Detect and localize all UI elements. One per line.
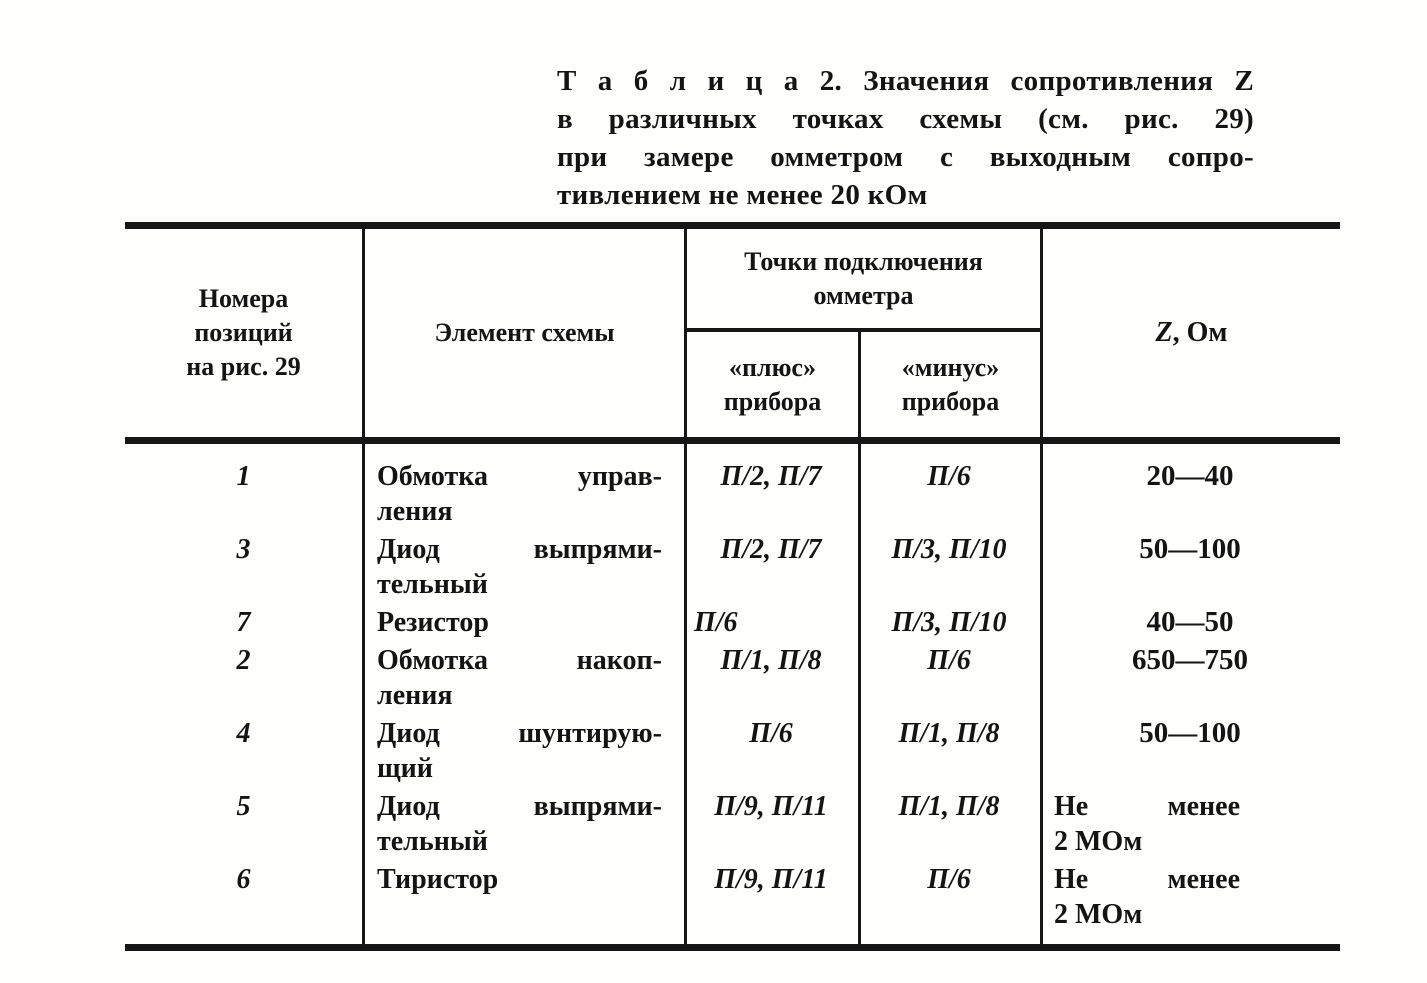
minus-cell: П/6 — [927, 645, 971, 676]
column-divider — [858, 444, 861, 944]
element-line: щий — [377, 753, 433, 784]
position-cell: 1 — [236, 461, 251, 492]
header-positions — [125, 229, 362, 437]
plus-cell: П/9, П/11 — [714, 791, 828, 822]
z-line: Не менее — [1054, 864, 1240, 895]
position-cell: 2 — [236, 645, 251, 676]
table-row — [125, 861, 1340, 934]
table-row — [125, 458, 1340, 531]
element-line: Диод выпрями- — [377, 534, 662, 565]
element-cell — [362, 605, 684, 640]
element-line: Обмотка управ- — [377, 461, 662, 492]
column-divider — [1040, 444, 1043, 944]
z-line: 40—50 — [1146, 606, 1234, 638]
minus-cell: П/6 — [927, 864, 971, 895]
z-line: 650—750 — [1132, 644, 1248, 676]
position-cell: 4 — [236, 718, 251, 749]
minus-cell: П/3, П/10 — [891, 607, 1007, 638]
header-z — [1040, 229, 1340, 437]
plus-cell: П/2, П/7 — [720, 534, 822, 565]
minus-cell: П/1, П/8 — [898, 791, 1000, 822]
element-line: Тиристор — [377, 864, 499, 895]
table-caption — [557, 62, 1254, 214]
plus-cell: П/2, П/7 — [720, 461, 822, 492]
position-cell: 5 — [236, 791, 251, 822]
header-line: Точки подключения — [744, 246, 983, 276]
resistance-table — [125, 222, 1340, 951]
table-row — [125, 531, 1340, 604]
table-body — [125, 444, 1340, 944]
header-line: Элемент схемы — [434, 318, 615, 347]
plus-cell: П/1, П/8 — [720, 645, 822, 676]
header-minus — [858, 332, 1040, 437]
header-line: «минус» — [901, 352, 1000, 382]
z-unit: , Ом — [1172, 317, 1228, 348]
z-line: 2 МОм — [1054, 826, 1143, 857]
caption-line: тивлением не менее 20 кОм — [557, 179, 928, 211]
header-line — [1156, 316, 1228, 350]
z-line: 50—100 — [1139, 717, 1241, 749]
header-line: «плюс» — [729, 352, 816, 382]
element-line: Диод шунтирую- — [377, 718, 662, 749]
minus-cell: П/3, П/10 — [891, 534, 1007, 565]
plus-cell: П/6 — [749, 718, 793, 749]
plus-cell: П/9, П/11 — [714, 864, 828, 895]
position-cell: 6 — [236, 864, 251, 895]
z-cell — [1040, 643, 1340, 713]
element-cell — [362, 643, 684, 713]
header-line: омметра — [813, 280, 914, 310]
header-element — [362, 229, 684, 437]
column-divider — [684, 444, 687, 944]
header-line: Номера — [198, 284, 289, 313]
z-cell — [1040, 789, 1340, 859]
caption-line: в различных точках схемы (см. рис. 29) — [557, 103, 1254, 135]
z-symbol: Z — [1155, 317, 1173, 348]
z-cell — [1040, 459, 1340, 529]
element-cell — [362, 459, 684, 529]
z-line: 50—100 — [1139, 533, 1241, 565]
z-cell — [1040, 605, 1340, 640]
z-line: 20—40 — [1146, 460, 1234, 492]
position-cell: 3 — [236, 534, 251, 565]
element-line: Обмотка накоп- — [377, 645, 662, 676]
z-cell — [1040, 862, 1340, 932]
caption-line: Т а б л и ц а 2. Значения сопротивления Z — [557, 65, 1254, 97]
table-row — [125, 604, 1340, 642]
header-plus — [684, 332, 858, 437]
table-header — [125, 229, 1340, 444]
element-line: ления — [377, 496, 453, 527]
header-line: позиций — [194, 318, 293, 347]
element-line: Диод выпрями- — [377, 791, 662, 822]
element-line: тельный — [377, 826, 488, 857]
position-cell: 7 — [236, 607, 251, 638]
header-line: прибора — [901, 386, 1000, 416]
plus-cell: П/6 — [694, 607, 738, 638]
table-row — [125, 642, 1340, 715]
header-ohmmeter-points — [684, 229, 1040, 332]
column-divider — [362, 444, 365, 944]
element-cell — [362, 862, 684, 932]
header-line: на рис. 29 — [186, 352, 301, 381]
minus-cell: П/6 — [927, 461, 971, 492]
header-line: прибора — [723, 386, 822, 416]
element-line: Резистор — [377, 607, 489, 638]
element-line: тельный — [377, 569, 488, 600]
z-line: Не менее — [1054, 791, 1240, 822]
element-line: ления — [377, 680, 453, 711]
table-row — [125, 715, 1340, 788]
element-cell — [362, 716, 684, 786]
element-cell — [362, 532, 684, 602]
z-cell — [1040, 532, 1340, 602]
z-line: 2 МОм — [1054, 899, 1143, 930]
z-cell — [1040, 716, 1340, 786]
table-row — [125, 788, 1340, 861]
element-cell — [362, 789, 684, 859]
minus-cell: П/1, П/8 — [898, 718, 1000, 749]
caption-line: при замере омметром с выходным сопро- — [557, 141, 1254, 173]
